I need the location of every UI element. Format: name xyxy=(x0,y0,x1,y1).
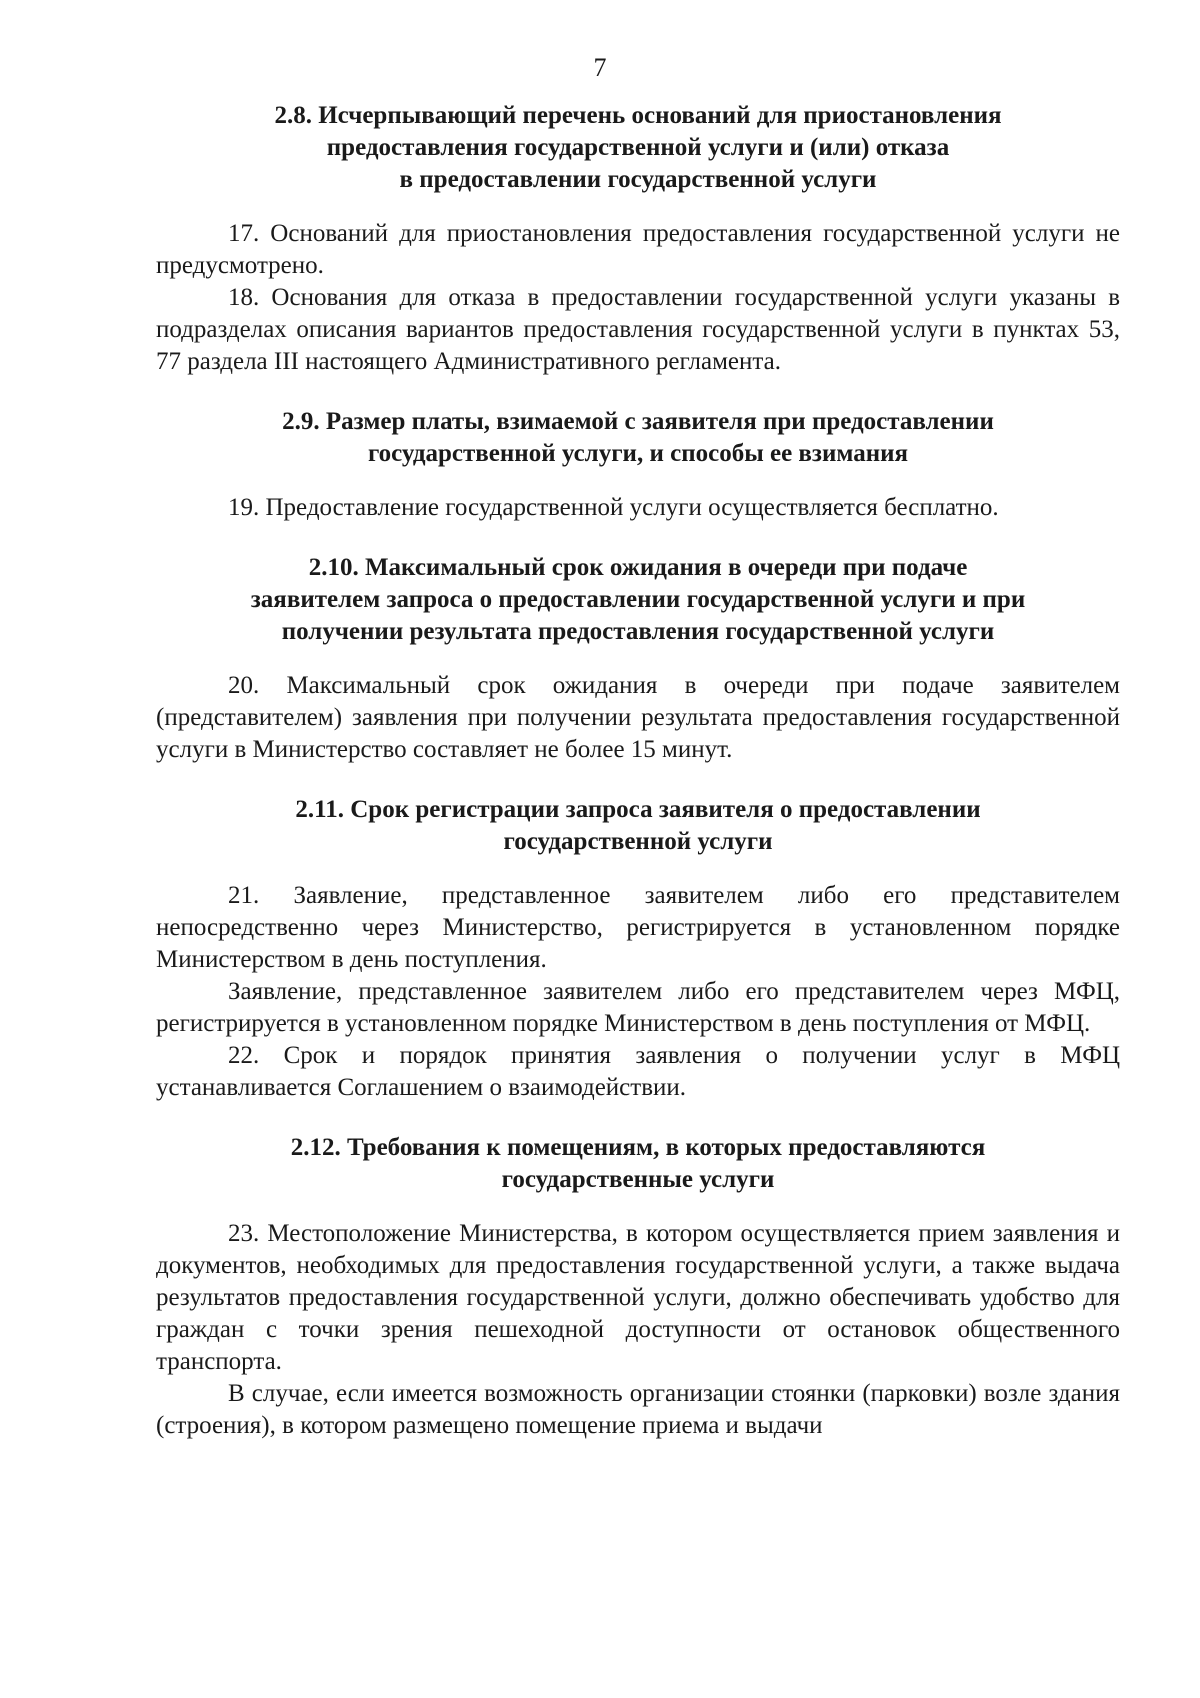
paragraph-19: 19. Предоставление государственной услуги осуществляется бесплатно. xyxy=(228,494,999,521)
heading-line: 2.8. Исчерпывающий перечень оснований для приостановления xyxy=(274,102,1002,129)
heading-line: предоставления государственной услуги и (или) отказа xyxy=(326,134,950,161)
paragraph-21: 21. Заявление, представленное заявителем либо его представителем непосредственно через Министерство, регистрируется в установленном порядке Министерством в день поступления. xyxy=(156,882,1120,973)
section-heading xyxy=(156,100,1120,196)
section-heading xyxy=(156,406,1120,470)
section-2-8 xyxy=(156,100,1120,378)
heading-line: 2.11. Срок регистрации запроса заявителя о предоставлении xyxy=(295,796,981,823)
document-body xyxy=(156,100,1120,1442)
section-2-11 xyxy=(156,794,1120,1104)
page-number: 7 xyxy=(593,53,607,82)
heading-line: получении результата предоставления государственной услуги xyxy=(281,618,995,645)
paragraph-22: 22. Срок и порядок принятия заявления о получении услуг в МФЦ устанавливается Соглашением о взаимодействии. xyxy=(156,1042,1120,1101)
heading-line: государственные услуги xyxy=(501,1166,775,1193)
paragraph-21-mfc: Заявление, представленное заявителем либо его представителем через МФЦ, регистрируется в установленном порядке Министерством в день поступления от МФЦ. xyxy=(156,978,1120,1037)
paragraph-17: 17. Оснований для приостановления предоставления государственной услуги не предусмотрено. xyxy=(156,220,1120,279)
paragraph-20: 20. Максимальный срок ожидания в очереди при подаче заявителем (представителем) заявления при получении результата предоставления государственной услуги в Министерство составляет не более 15 минут. xyxy=(156,672,1120,763)
heading-line: 2.10. Максимальный срок ожидания в очереди при подаче xyxy=(308,554,968,581)
heading-line: 2.9. Размер платы, взимаемой с заявителя при предоставлении xyxy=(282,408,994,435)
section-heading xyxy=(156,1132,1120,1196)
heading-line: заявителем запроса о предоставлении государственной услуги и при xyxy=(250,586,1026,613)
heading-line: в предоставлении государственной услуги xyxy=(399,166,877,193)
section-2-12 xyxy=(156,1132,1120,1442)
heading-line: государственной услуги, и способы ее взимания xyxy=(367,440,909,467)
section-2-9 xyxy=(156,406,1120,524)
heading-line: государственной услуги xyxy=(503,828,773,855)
section-2-10 xyxy=(156,552,1120,766)
section-heading xyxy=(156,552,1120,648)
section-heading xyxy=(156,794,1120,858)
paragraph-18: 18. Основания для отказа в предоставлении государственной услуги указаны в подразделах описания вариантов предоставления государственной услуги в пунктах 53, 77 раздела III настоящего Административного регламента. xyxy=(156,284,1120,375)
paragraph-23-parking: В случае, если имеется возможность организации стоянки (парковки) возле здания (строения), в котором размещено помещение приема и выдачи xyxy=(156,1380,1120,1439)
paragraph-23: 23. Местоположение Министерства, в котором осуществляется прием заявления и документов, необходимых для предоставления государственной услуги, а также выдача результатов предоставления государственной услуги, должно обеспечивать удобство для граждан с точки зрения пешеходной доступности от остановок общественного транспорта. xyxy=(156,1220,1120,1375)
heading-line: 2.12. Требования к помещениям, в которых предоставляются xyxy=(290,1134,986,1161)
